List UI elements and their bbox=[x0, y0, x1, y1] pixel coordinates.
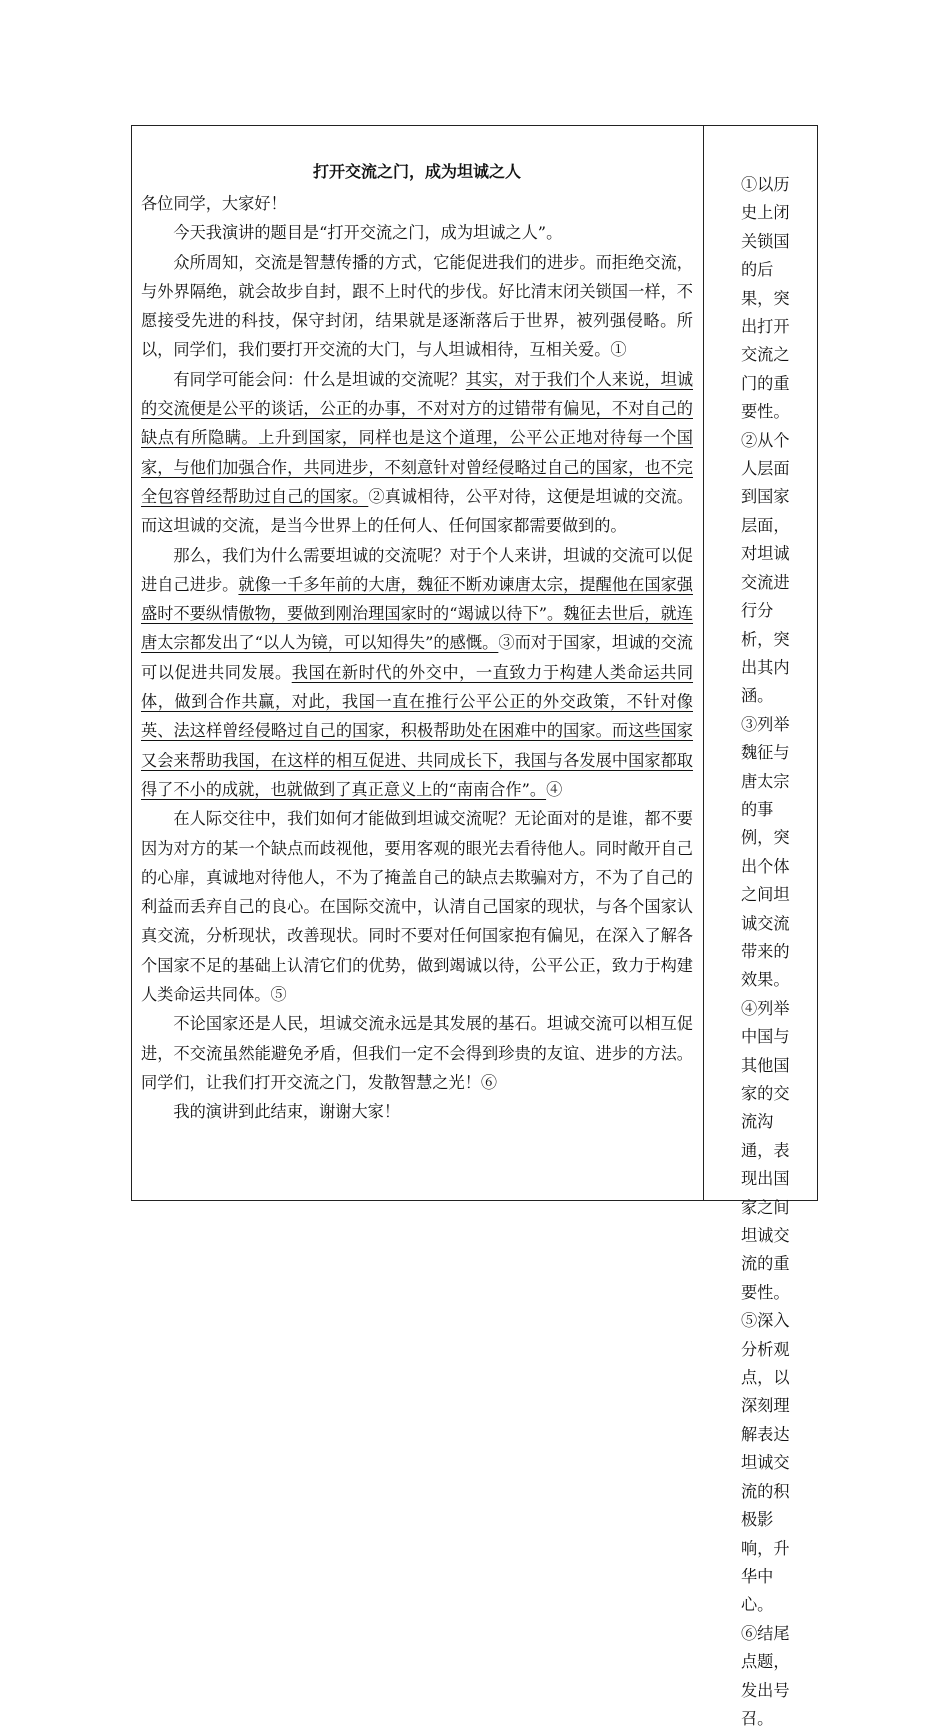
essay-title: 打开交流之门，成为坦诚之人 bbox=[312, 162, 521, 181]
annotation-4: ④列举中国与其他国家的交流沟通，表现出国家之间坦诚交流的重要性。 bbox=[741, 998, 790, 1302]
paragraph-3-tail: ②真诚相待，公平对待，这便是坦诚的交流。而这坦诚的交流，是当今世界上的任何人、任何国家都需要做到的。 bbox=[141, 486, 694, 536]
essay-column bbox=[141, 155, 693, 1127]
paragraph-4 bbox=[141, 541, 693, 805]
annotation-5: ⑤深入分析观点，以深刻理解表达坦诚交流的积极影响，升华中心。 bbox=[741, 1311, 790, 1615]
paragraph-3-lead: 有同学可能会问：什么是坦诚的交流呢？ bbox=[173, 369, 466, 389]
paragraph-4-middle: ③而对于国家，坦诚的交流可以促进共同发展。 bbox=[141, 633, 693, 682]
annotation-3: ③列举魏征与唐太宗的事例，突出个体之间坦诚交流带来的效果。 bbox=[741, 714, 790, 990]
paragraph-2: 众所周知，交流是智慧传播的方式，它能促进我们的进步。而拒绝交流，与外界隔绝，就会故步自封，跟不上时代的步伐。好比清末闭关锁国一样，不愿接受先进的科技，保守封闭，结果就是逐渐落后于世界，被列强侵略。所以，同学们，我们要打开交流的大门，与人坦诚相待，互相关爱。① bbox=[141, 252, 693, 360]
paragraph-3-underlined: 其实，对于我们个人来说，坦诚的交流便是公平的谈话，公正的办事，不对对方的过错带有偏见，不对自己的缺点有所隐瞒。上升到国家，同样也是这个道理，公平公正地对待每一个国家，与他们加强合作，共同进步，不刻意针对曾经侵略过自己的国家，也不完全包容曾经帮助过自己的国家。 bbox=[141, 369, 694, 506]
paragraph-4-tail: ④ bbox=[546, 779, 563, 799]
paragraph-4-lead: 那么，我们为什么需要坦诚的交流呢？对于个人来讲，坦诚的交流可以促进自己进步。 bbox=[141, 545, 693, 594]
paragraph-3 bbox=[141, 365, 693, 541]
greeting: 各位同学，大家好！ bbox=[141, 194, 287, 213]
annotation-2: ②从个人层面到国家层面，对坦诚交流进行分析，突出其内涵。 bbox=[741, 430, 790, 706]
annotation-column bbox=[741, 171, 803, 1733]
paragraph-4-underlined-1: 就像一千多年前的大唐，魏征不断劝谏唐太宗，提醒他在国家强盛时不要纵情傲物，要做到刚治理国家时的“竭诚以待下”。魏征去世后，就连唐太宗都发出了“以人为镜，可以知得失”的感慨。 bbox=[141, 574, 693, 653]
annotation-6: ⑥结尾点题，发出号召。 bbox=[741, 1623, 790, 1728]
column-divider bbox=[703, 125, 704, 1201]
annotation-1: ①以历史上闭关锁国的后果，突出打开交流之门的重要性。 bbox=[741, 175, 790, 422]
closing-line: 我的演讲到此结束，谢谢大家！ bbox=[173, 1102, 401, 1122]
paragraph-1: 今天我演讲的题目是“打开交流之门，成为坦诚之人”。 bbox=[173, 223, 563, 243]
paragraph-4-underlined-2: 我国在新时代的外交中，一直致力于构建人类命运共同体，做到合作共赢，对此，我国一直在推行公平公正的外交政策，不针对像英、法这样曾经侵略过自己的国家，积极帮助处在困难中的国家。而这些国家又会来帮助我国，在这样的相互促进、共同成长下，我国与各发展中国家都取得了不小的成就，也就做到了真正意义上的“南南合作”。 bbox=[141, 662, 694, 799]
paragraph-6: 不论国家还是人民，坦诚交流永远是其发展的基石。坦诚交流可以相互促进，不交流虽然能避免矛盾，但我们一定不会得到珍贵的友谊、进步的方法。同学们，让我们打开交流之门，发散智慧之光！⑥ bbox=[141, 1014, 693, 1092]
paragraph-5: 在人际交往中，我们如何才能做到坦诚交流呢？无论面对的是谁，都不要因为对方的某一个缺点而歧视他，要用客观的眼光去看待他人。同时敞开自己的心扉，真诚地对待他人，不为了掩盖自己的缺点去欺骗对方，不为了自己的利益而丢弃自己的良心。在国际交流中，认清自己国家的现状，与各个国家认真交流，分析现状，改善现状。同时不要对任何国家抱有偏见，在深入了解各个国家不足的基础上认清它们的优势，做到竭诚以待，公平公正，致力于构建人类命运共同体。⑤ bbox=[141, 809, 693, 1005]
